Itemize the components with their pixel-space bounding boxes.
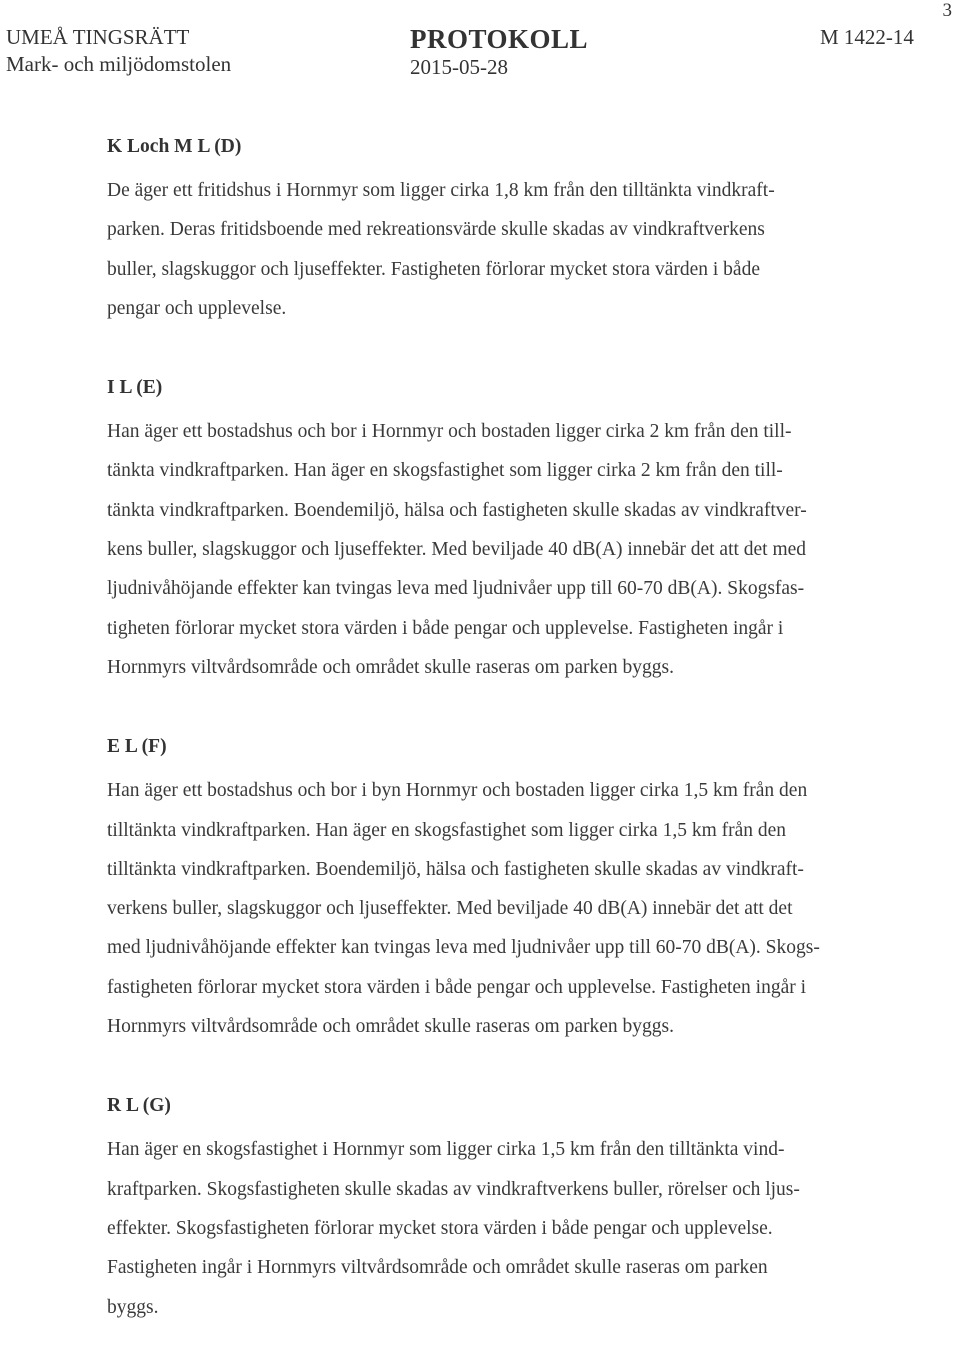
statement-line: fastigheten förlorar mycket stora värden i både pengar och upplevelse. Fastigheten ingår i <box>107 976 807 998</box>
statement-line: De äger ett fritidshus i Hornmyr som ligger cirka 1,8 km från den tilltänkta vindkraft- <box>107 180 775 201</box>
statement-line: ljudnivåhöjande effekter kan tvingas leva med ljudnivåer upp till 60-70 dB(A). Skogsfas- <box>107 578 805 600</box>
statement-line: Han äger en skogsfastighet i Hornmyr som ligger cirka 1,5 km från den tilltänkta vind- <box>107 1139 785 1161</box>
statement-line: buller, slagskuggor och ljuseffekter. Fastigheten förlorar mycket stora värden i både <box>107 258 760 280</box>
party-statement <box>107 171 927 328</box>
page-number: 3 <box>942 0 952 21</box>
statement-line: Hornmyrs viltvårdsområde och området skulle raseras om parken byggs. <box>107 1016 674 1038</box>
statement-line: verkens buller, slagskuggor och ljuseffekter. Med beviljade 40 dB(A) innebär det att det <box>107 898 793 920</box>
protocol-title: PROTOKOLL <box>410 24 589 54</box>
party-heading: R L (G) <box>107 1095 171 1117</box>
court-name: UMEÅ TINGSRÄTT <box>6 25 190 49</box>
header-protocol-block <box>410 24 588 81</box>
document-body <box>107 131 927 1371</box>
party-statement <box>107 1130 927 1326</box>
statement-line: byggs. <box>107 1296 159 1318</box>
party-section <box>107 131 927 328</box>
statement-line: pengar och upplevelse. <box>107 297 287 319</box>
statement-line: Hornmyrs viltvårdsområde och området skulle raseras om parken byggs. <box>107 656 674 678</box>
party-section <box>107 1090 927 1326</box>
protocol-date: 2015-05-28 <box>410 55 508 79</box>
statement-line: tänkta vindkraftparken. Boendemiljö, hälsa och fastigheten skulle skadas av vindkraftver- <box>107 499 807 521</box>
party-section <box>107 372 927 687</box>
court-division: Mark- och miljödomstolen <box>6 52 232 76</box>
statement-line: med ljudnivåhöjande effekter kan tvingas leva med ljudnivåer upp till 60-70 dB(A). Skogs- <box>107 937 820 959</box>
statement-line: effekter. Skogsfastigheten förlorar mycket stora värden i både pengar och upplevelse. <box>107 1217 773 1239</box>
statement-line: tigheten förlorar mycket stora värden i både pengar och upplevelse. Fastigheten ingår i <box>107 617 784 639</box>
party-heading: E L (F) <box>107 736 167 758</box>
statement-line: kens buller, slagskuggor och ljuseffekter. Med beviljade 40 dB(A) innebär det att det med <box>107 539 807 561</box>
statement-line: Fastigheten ingår i Hornmyrs viltvårdsområde och området skulle raseras om parken <box>107 1257 768 1279</box>
statement-line: tilltänkta vindkraftparken. Boendemiljö, hälsa och fastigheten skulle skadas av vindkraft- <box>107 858 804 880</box>
party-statement <box>107 771 927 1046</box>
statement-line: tilltänkta vindkraftparken. Han äger en skogsfastighet som ligger cirka 1,5 km från den <box>107 819 787 841</box>
case-number: M 1422-14 <box>820 25 914 49</box>
statement-line: parken. Deras fritidsboende med rekreationsvärde skulle skadas av vindkraftverkens <box>107 219 765 241</box>
party-heading: I L (E) <box>107 377 163 399</box>
party-section <box>107 731 927 1046</box>
statement-line: Han äger ett bostadshus och bor i Hornmyr och bostaden ligger cirka 2 km från den till- <box>107 421 792 443</box>
party-heading: K Loch M L (D) <box>107 136 242 157</box>
statement-line: kraftparken. Skogsfastigheten skulle skadas av vindkraftverkens buller, rörelser och ljus- <box>107 1178 800 1200</box>
party-statement <box>107 412 927 687</box>
statement-line: Han äger ett bostadshus och bor i byn Hornmyr och bostaden ligger cirka 1,5 km från den <box>107 780 808 802</box>
statement-line: tänkta vindkraftparken. Han äger en skogsfastighet som ligger cirka 2 km från den till- <box>107 460 783 482</box>
header-court-block <box>6 24 231 78</box>
